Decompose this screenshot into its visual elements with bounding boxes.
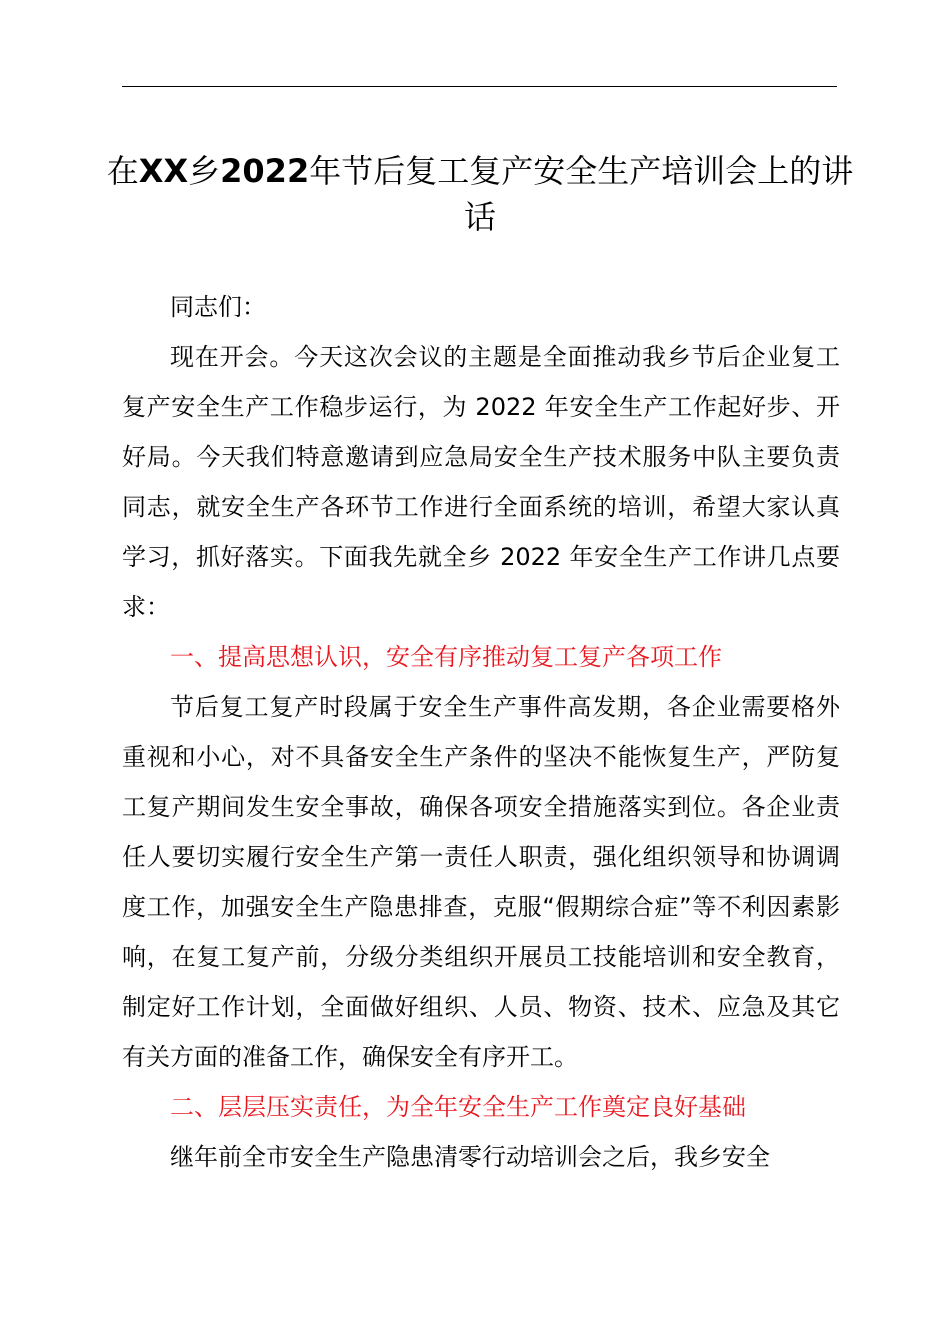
opening-paragraph: 现在开会。今天这次会议的主题是全面推动我乡节后企业复工复产安全生产工作稳步运行，为 2022 年安全生产工作起好步、开好局。今天我们特意邀请到应急局安全生产技术服务中队主要负责同志，就安全生产各环节工作进行全面系统的培训，希望大家认真学习，抓好落实。下面我先就全乡 2022 年安全生产工作讲几点要求： — [122, 343, 840, 621]
title-suffix: 年节后复工复产安全生产培训会上的讲话 — [309, 152, 854, 236]
header-rule — [122, 86, 837, 87]
title-middle: 乡 — [188, 152, 221, 190]
document-body — [122, 282, 840, 1182]
salutation: 同志们： — [170, 293, 266, 321]
section-heading-1: 一、提高思想认识，安全有序推动复工复产各项工作 — [170, 643, 722, 671]
title-year: 2022 — [220, 152, 310, 190]
section-1-paragraph: 节后复工复产时段属于安全生产事件高发期，各企业需要格外重视和小心，对不具备安全生产条件的坚决不能恢复生产，严防复工复产期间发生安全事故，确保各项安全措施落实到位。各企业责任人要切实履行安全生产第一责任人职责，强化组织领导和协调调度工作，加强安全生产隐患排查，克服“假期综合症”等不利因素影响，在复工复产前，分级分类组织开展员工技能培训和安全教育，制定好工作计划，全面做好组织、人员、物资、技术、应急及其它有关方面的准备工作，确保安全有序开工。 — [122, 693, 840, 1071]
section-heading-2: 二、层层压实责任，为全年安全生产工作奠定良好基础 — [170, 1093, 746, 1121]
title-placeholder-name: XX — [138, 152, 189, 190]
title-prefix: 在 — [106, 152, 139, 190]
document-title — [100, 148, 860, 240]
section-2-paragraph: 继年前全市安全生产隐患清零行动培训会之后，我乡安全 — [170, 1143, 770, 1171]
